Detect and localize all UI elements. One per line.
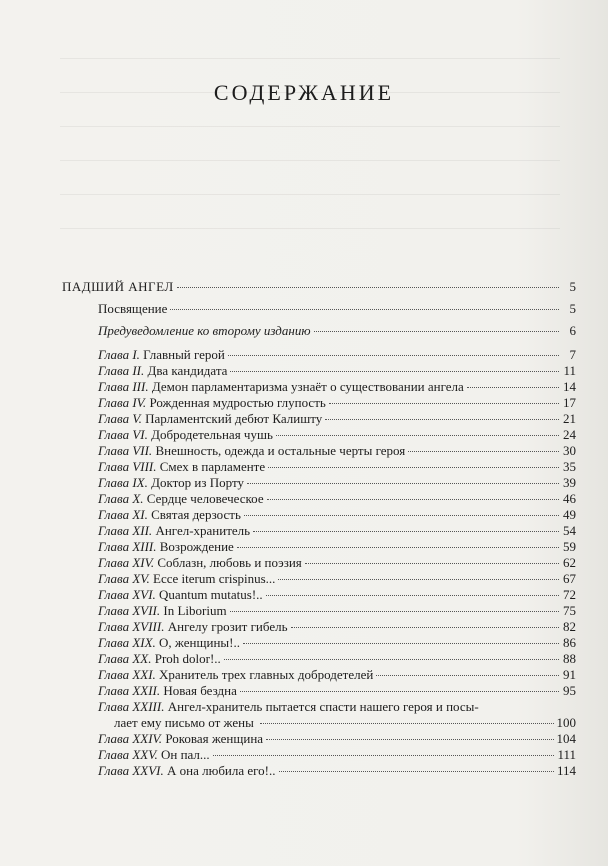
page-number: 67: [563, 571, 576, 586]
dot-leader: [240, 691, 559, 692]
chapter-number: Глава XXII.: [98, 683, 161, 698]
chapter-number: Глава XIII.: [98, 539, 157, 554]
page-number: 21: [563, 411, 576, 426]
chapter-title: Хранитель трех главных добродетелей: [159, 667, 374, 682]
page-number: 35: [563, 459, 576, 474]
dot-leader: [266, 595, 559, 596]
page-number: 5: [569, 279, 576, 294]
chapter-number: Глава XIV.: [98, 555, 155, 570]
dot-leader: [305, 563, 559, 564]
bleed-through-line: [60, 228, 560, 229]
chapter-title: Quantum mutatus!..: [159, 587, 263, 602]
chapter-title: Святая дерзость: [151, 507, 241, 522]
bleed-through-line: [60, 194, 560, 195]
chapter-number: Глава XVIII.: [98, 619, 165, 634]
chapter-number: Глава XX.: [98, 651, 152, 666]
page-number: 11: [563, 363, 576, 378]
page-number: 72: [563, 587, 576, 602]
toc-chapter-entry[interactable]: [62, 523, 576, 539]
chapter-list-tail: [62, 731, 576, 779]
chapter-number: Глава III.: [98, 379, 149, 394]
chapter-title: Ангел-хранитель: [155, 523, 251, 538]
toc-chapter-entry[interactable]: [62, 475, 576, 491]
chapter-title: Добродетельная чушь: [151, 427, 273, 442]
chapter-title: Ecce iterum crispinus...: [153, 571, 276, 586]
chapter-number: Глава VII.: [98, 443, 153, 458]
chapter-title: А она любила его!..: [167, 763, 276, 778]
chapter-title: Сердце человеческое: [146, 491, 264, 506]
dot-leader: [243, 643, 559, 644]
toc-chapter-entry[interactable]: [62, 363, 576, 379]
page-number: 75: [563, 603, 576, 618]
bleed-through-line: [60, 126, 560, 127]
toc-chapter-entry[interactable]: [62, 699, 576, 715]
page-number: 82: [563, 619, 576, 634]
dot-leader: [278, 579, 559, 580]
chapter-number: Глава I.: [98, 347, 140, 362]
chapter-number: Глава X.: [98, 491, 144, 506]
dot-leader: [408, 451, 559, 452]
page-number: 88: [563, 651, 576, 666]
chapter-title: Внешность, одежда и остальные черты героя: [155, 443, 406, 458]
dot-leader: [244, 515, 559, 516]
toc-chapter-entry[interactable]: [62, 619, 576, 635]
toc-chapter-entry[interactable]: [62, 683, 576, 699]
page-number: 49: [563, 507, 576, 522]
chapter-list: [62, 347, 576, 699]
chapter-title: Соблазн, любовь и поэзия: [157, 555, 302, 570]
toc-chapter-entry[interactable]: [62, 507, 576, 523]
dot-leader: [314, 331, 560, 332]
bleed-through-line: [60, 58, 560, 59]
chapter-title: Главный герой: [143, 347, 225, 362]
toc-front-entry[interactable]: [62, 323, 576, 339]
dot-leader: [237, 547, 559, 548]
chapter-title: Парламентский дебют Калишту: [145, 411, 323, 426]
toc-chapter-entry[interactable]: [62, 411, 576, 427]
dot-leader: [267, 499, 559, 500]
dot-leader: [228, 355, 559, 356]
toc-chapter-entry[interactable]: [62, 635, 576, 651]
chapter-title: Роковая женщина: [165, 731, 264, 746]
toc-chapter-entry[interactable]: [62, 379, 576, 395]
chapter-title: Новая бездна: [163, 683, 237, 698]
page-number: 46: [563, 491, 576, 506]
dot-leader: [467, 387, 559, 388]
toc-chapter-entry[interactable]: [62, 491, 576, 507]
chapter-title: Возрождение: [159, 539, 234, 554]
toc-chapter-entry[interactable]: [62, 667, 576, 683]
bleed-through-line: [60, 160, 560, 161]
dot-leader: [291, 627, 559, 628]
chapter-number: Глава XII.: [98, 523, 153, 538]
dot-leader: [325, 419, 559, 420]
chapter-number: Глава XI.: [98, 507, 148, 522]
front-title: Предуведомление ко второму изданию: [98, 323, 311, 338]
chapter-number: Глава IV.: [98, 395, 147, 410]
page-number: 24: [563, 427, 576, 442]
page-number: 62: [563, 555, 576, 570]
dot-leader: [230, 371, 559, 372]
chapter-title: Он пал...: [160, 747, 210, 762]
dot-leader: [279, 771, 554, 772]
page-number: 6: [569, 323, 576, 338]
toc-chapter-entry[interactable]: [62, 427, 576, 443]
page-number: 111: [557, 747, 576, 762]
page-number: 95: [563, 683, 576, 698]
chapter-number: Глава XIX.: [98, 635, 156, 650]
chapter-number: Глава XXVI.: [98, 763, 164, 778]
chapter-number: Глава XV.: [98, 571, 150, 586]
page-number: 17: [563, 395, 576, 410]
chapter-title: Ангелу грозит гибель: [167, 619, 288, 634]
page-number: 104: [556, 731, 576, 746]
dot-leader: [253, 531, 559, 532]
dot-leader: [230, 611, 559, 612]
dot-leader: [329, 403, 559, 404]
chapter-title: In Liborium: [163, 603, 227, 618]
toc-chapter-entry[interactable]: [62, 763, 576, 779]
chapter-number: Глава XXIV.: [98, 731, 163, 746]
chapter-number: Глава VI.: [98, 427, 148, 442]
chapter-title: Доктор из Порту: [151, 475, 244, 490]
page-number: 14: [563, 379, 576, 394]
toc-chapter-entry[interactable]: [62, 459, 576, 475]
chapter-number: Глава VIII.: [98, 459, 157, 474]
chapter-title-continued: лает ему письмо от жены: [114, 715, 254, 730]
dot-leader: [266, 739, 553, 740]
toc-chapter-entry[interactable]: [62, 731, 576, 747]
chapter-number: Глава XXI.: [98, 667, 156, 682]
page-number: 59: [563, 539, 576, 554]
chapter-number: Глава XVII.: [98, 603, 161, 618]
toc-chapter-entry[interactable]: [62, 651, 576, 667]
table-of-contents: [62, 279, 576, 779]
dot-leader: [376, 675, 559, 676]
page-number: 30: [563, 443, 576, 458]
page-number: 7: [569, 347, 576, 362]
chapter-title: О, женщины!..: [159, 635, 240, 650]
dot-leader: [247, 483, 559, 484]
chapter-number: Глава XXIII.: [98, 699, 165, 714]
toc-chapter-entry[interactable]: [62, 347, 576, 363]
toc-chapter-entry[interactable]: [62, 443, 576, 459]
chapter-title: Смех в парламенте: [159, 459, 266, 474]
chapter-number: Глава II.: [98, 363, 145, 378]
chapter-title: Ангел-хранитель пытается спасти нашего героя и посы-: [167, 699, 479, 714]
dot-leader: [260, 723, 554, 724]
toc-front-entry[interactable]: [62, 301, 576, 317]
chapter-title: Два кандидата: [147, 363, 228, 378]
chapter-number: Глава IX.: [98, 475, 148, 490]
page-number: 100: [556, 715, 576, 730]
chapter-number: Глава XVI.: [98, 587, 156, 602]
toc-chapter-entry[interactable]: [62, 603, 576, 619]
dot-leader: [276, 435, 559, 436]
dot-leader: [213, 755, 555, 756]
page-number: 39: [563, 475, 576, 490]
dot-leader: [268, 467, 559, 468]
front-title: Посвящение: [98, 301, 168, 316]
chapter-number: Глава XXV.: [98, 747, 158, 762]
chapter-title: Proh dolor!..: [154, 651, 221, 666]
dot-leader: [170, 309, 559, 310]
toc-chapter-entry[interactable]: [62, 539, 576, 555]
toc-part-entry[interactable]: [62, 279, 576, 295]
toc-chapter-entry[interactable]: [62, 747, 576, 763]
page-title: СОДЕРЖАНИЕ: [213, 80, 395, 105]
page-number: 5: [569, 301, 576, 316]
chapter-title: Рожденная мудростью глупость: [149, 395, 326, 410]
page-number: 86: [563, 635, 576, 650]
page-number: 91: [563, 667, 576, 682]
toc-chapter-entry[interactable]: [62, 587, 576, 603]
chapter-number: Глава V.: [98, 411, 142, 426]
page-number: 114: [556, 763, 576, 778]
chapter-title: Демон парламентаризма узнаёт о существовании ангела: [151, 379, 464, 394]
toc-chapter-entry-continued[interactable]: [62, 715, 576, 731]
toc-chapter-entry[interactable]: [62, 555, 576, 571]
part-title: ПАДШИЙ АНГЕЛ: [62, 279, 174, 294]
dot-leader: [224, 659, 559, 660]
toc-chapter-entry[interactable]: [62, 395, 576, 411]
page-number: 54: [563, 523, 576, 538]
toc-chapter-entry[interactable]: [62, 571, 576, 587]
dot-leader: [177, 287, 559, 288]
